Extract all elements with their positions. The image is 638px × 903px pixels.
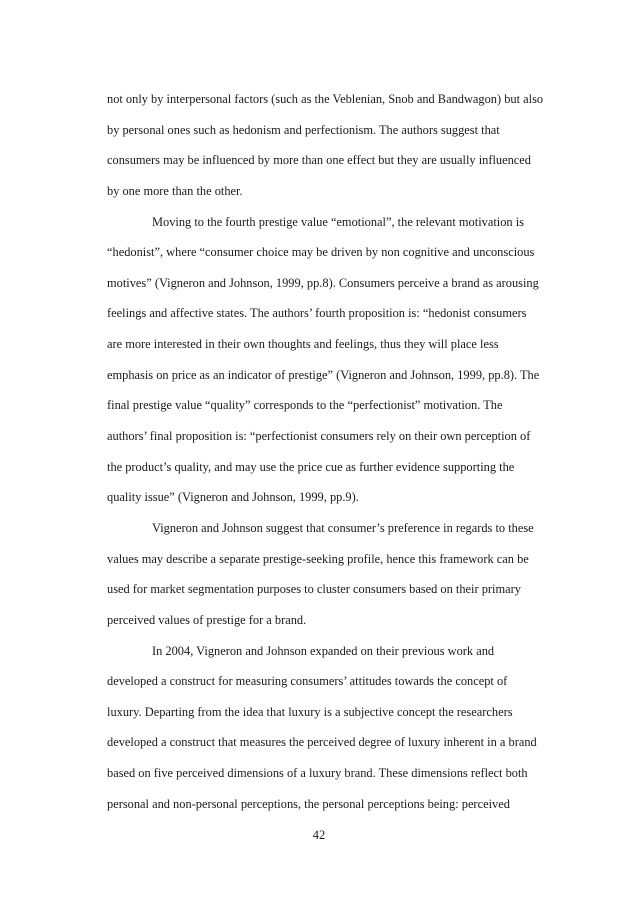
- text-line: used for market segmentation purposes to cluster consumers based on their primary: [107, 582, 521, 597]
- body-text: [107, 84, 543, 819]
- text-line: perceived values of prestige for a brand.: [107, 612, 307, 627]
- text-line: not only by interpersonal factors (such as the Veblenian, Snob and Bandwagon) but also: [107, 92, 544, 106]
- text-line: feelings and affective states. The authors’ fourth proposition is: “hedonist consumers: [107, 306, 527, 321]
- text-line: “hedonist”, where “consumer choice may be driven by non cognitive and unconscious: [107, 245, 535, 260]
- text-line: emphasis on price as an indicator of prestige” (Vigneron and Johnson, 1999, pp.8). The: [107, 367, 540, 382]
- paragraph-start-line: In 2004, Vigneron and Johnson expanded on their previous work and: [152, 643, 495, 658]
- text-line: developed a construct for measuring consumers’ attitudes towards the concept of: [107, 674, 508, 689]
- text-line: are more interested in their own thoughts and feelings, thus they will place less: [107, 337, 499, 352]
- text-line: luxury. Departing from the idea that luxury is a subjective concept the researchers: [107, 704, 513, 719]
- text-line: consumers may be influenced by more than one effect but they are usually influenced: [107, 153, 531, 168]
- text-line: quality issue” (Vigneron and Johnson, 1999, pp.9).: [107, 490, 359, 505]
- text-line: by one more than the other.: [107, 183, 243, 198]
- text-line: based on five perceived dimensions of a luxury brand. These dimensions reflect both: [107, 766, 528, 781]
- text-line: final prestige value “quality” corresponds to the “perfectionist” motivation. The: [107, 398, 503, 413]
- text-line: motives” (Vigneron and Johnson, 1999, pp.8). Consumers perceive a brand as arousing: [107, 275, 539, 290]
- text-line: developed a construct that measures the perceived degree of luxury inherent in a brand: [107, 735, 537, 750]
- text-line: values may describe a separate prestige-seeking profile, hence this framework can be: [107, 551, 529, 566]
- paragraph-start-line: Vigneron and Johnson suggest that consumer’s preference in regards to these: [152, 520, 534, 535]
- text-line: personal and non-personal perceptions, the personal perceptions being: perceived: [107, 796, 510, 811]
- text-line: the product’s quality, and may use the price cue as further evidence supporting the: [107, 459, 515, 474]
- text-line: by personal ones such as hedonism and perfectionism. The authors suggest that: [107, 122, 500, 137]
- paragraph-start-line: Moving to the fourth prestige value “emotional”, the relevant motivation is: [152, 214, 524, 229]
- text-line: authors’ final proposition is: “perfectionist consumers rely on their own perception of: [107, 429, 531, 444]
- page-number: 42: [312, 828, 326, 842]
